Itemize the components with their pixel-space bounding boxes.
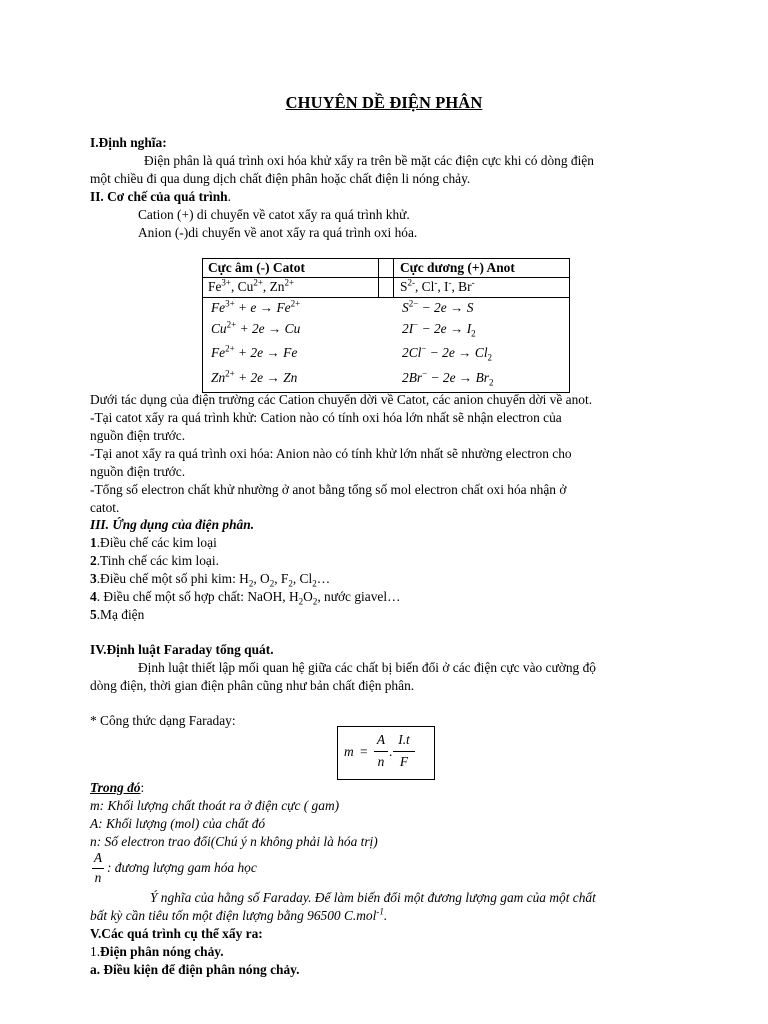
table-divider-2: [393, 259, 394, 297]
faraday-line-2: dòng điện, thời gian điện phân cũng như bản chất điện phân.: [90, 678, 415, 693]
fraction-n: n: [94, 870, 102, 885]
eq-electrons: + 2e: [234, 370, 267, 385]
item-text: , F: [274, 571, 289, 586]
item-number: 4: [90, 589, 97, 604]
formula-dot: .: [389, 744, 393, 759]
application-item-1: [90, 534, 217, 552]
formula-equals: =: [360, 744, 368, 759]
item-number: 3: [90, 571, 97, 586]
section-2-heading-text: II. Cơ chế của quá trình: [90, 189, 228, 204]
item-number: 5: [90, 607, 97, 622]
item-text: . Điều chế một số hợp chất: NaOH, H: [96, 589, 299, 604]
eq-product: Cu: [281, 321, 301, 336]
eq-charge: 2−: [408, 298, 419, 309]
anot-equation-3: [402, 344, 492, 362]
subscript: 2: [248, 578, 254, 589]
item-text: , Cl: [292, 571, 313, 586]
eq-electrons: + 2e: [234, 345, 267, 360]
table-divider-1: [378, 259, 379, 297]
ion-cu: , Cu: [230, 279, 254, 294]
eq-product: Fe: [273, 300, 291, 315]
section-1-heading: I.Định nghĩa:: [90, 135, 167, 150]
electrode-table: [202, 258, 570, 393]
application-item-2: [90, 552, 219, 570]
eq-charge: −: [413, 319, 419, 330]
eq-product: I: [463, 321, 472, 336]
eq-reactant: 2I: [402, 321, 414, 336]
eq-reactant: 2Br: [402, 370, 423, 385]
eq-product: S: [463, 300, 474, 315]
body-line-3: nguồn điện trước.: [90, 428, 186, 443]
ion-charge: 2+: [253, 277, 263, 288]
anion-line: Anion (-)di chuyển về anot xẩy ra quá trình oxi hóa.: [138, 225, 418, 240]
item-text: , nước giavel…: [317, 589, 401, 604]
body-line-1: Dưới tác dụng của điện trường các Cation chuyển dời về Catot, các anion chuyển dời về anot.: [90, 392, 593, 407]
right-arrow-icon: →: [450, 300, 464, 315]
ion-charge: 2+: [284, 277, 295, 288]
meaning-text: bất kỳ cần tiêu tốn một điện lượng bằng 96500 C.mol: [90, 908, 377, 923]
eq-electrons: − 2e: [427, 370, 459, 385]
subsection-title: Điện phân nóng chảy.: [100, 944, 224, 959]
eq-product: Br: [472, 370, 490, 385]
cation-line: Cation (+) di chuyển về catot xẩy ra quá trình khử.: [138, 207, 410, 222]
formula-label: * Công thức dạng Faraday:: [90, 713, 236, 728]
subsection-1: [90, 943, 224, 961]
eq-charge: 2+: [226, 319, 237, 330]
eq-charge: −: [422, 368, 428, 379]
section-4-heading: IV.Định luật Faraday tổng quát.: [90, 642, 274, 657]
body-line-6: -Tổng số electron chất khử nhường ở anot bằng tổng số mol electron chất oxi hóa nhận ở: [90, 482, 567, 497]
eq-subscript: 2: [471, 328, 476, 339]
meaning-period: .: [383, 908, 388, 923]
trong-do-label: [90, 779, 144, 797]
faraday-formula: [337, 726, 435, 780]
item-text: .Tinh chế các kim loại.: [96, 553, 219, 568]
eq-product: Cl: [471, 345, 488, 360]
item-text: .Mạ điện: [96, 607, 145, 622]
subscript: 2: [312, 596, 318, 607]
eq-reactant: S: [402, 300, 409, 315]
eq-electrons: − 2e: [418, 321, 450, 336]
section-5-heading: V.Các quá trình cụ thể xẩy ra:: [90, 926, 263, 941]
eq-electrons: + 2e: [236, 321, 268, 336]
table-header-catot: Cực âm (-) Catot: [208, 260, 305, 275]
ion-fe: Fe: [208, 279, 222, 294]
eq-reactant: Cu: [211, 321, 227, 336]
formula-numerator-it: I.t: [398, 732, 410, 747]
subscript: 2: [312, 578, 317, 589]
eq-charge: 3+: [225, 298, 235, 309]
equivalent-weight-text: : đương lượng gam hóa học: [107, 860, 257, 875]
ion-charge: -: [448, 277, 452, 288]
formula-fraction-bar: [374, 751, 388, 752]
definition-a: A: Khối lượng (mol) của chất đó: [90, 816, 266, 831]
meaning-line-1: Ý nghĩa của hằng số Faraday. Để làm biến đổi một đương lượng gam của một chất: [150, 890, 596, 905]
body-line-2: -Tại catot xẩy ra quá trình khử: Cation nào có tính oxi hóa lớn nhất sẽ nhận electron của: [90, 410, 562, 425]
table-header-anot: Cực dương (+) Anot: [400, 260, 515, 275]
fraction-a: A: [93, 850, 103, 865]
section-2-heading-dot: .: [227, 189, 231, 204]
catot-equation-3: [211, 344, 297, 362]
definition-n: n: Số electron trao đổi(Chú ý n không phải là hóa trị): [90, 834, 378, 849]
subscript: 2: [269, 578, 275, 589]
formula-denominator-f: F: [399, 754, 409, 769]
formula-fraction-bar: [393, 751, 415, 752]
catot-ions: [208, 278, 294, 296]
item-text: .Điều chế một số phi kim: H: [96, 571, 249, 586]
eq-product: Zn: [279, 370, 298, 385]
eq-reactant: Fe: [211, 300, 226, 315]
section-2-heading: [90, 188, 231, 206]
eq-electrons: − 2e: [418, 300, 450, 315]
trong-do-colon: :: [140, 780, 145, 795]
body-line-5: nguồn điện trước.: [90, 464, 186, 479]
anot-equation-2: [402, 320, 476, 338]
trong-do-text: Trong đó: [90, 780, 141, 795]
section-3-heading: III. Ứng dụng của điện phân.: [90, 517, 255, 532]
page-title: CHUYÊN DỀ ĐIỆN PHÂN: [285, 93, 483, 112]
eq-subscript: 2: [489, 377, 494, 388]
item-text: O: [303, 589, 313, 604]
item-number: 1: [90, 535, 97, 550]
definition-line-1: Điện phân là quá trình oxi hóa khử xẩy ra trên bề mặt các điện cực khi có dòng điện: [144, 153, 594, 168]
right-arrow-icon: →: [259, 300, 274, 315]
ion-cl: , Cl: [414, 279, 435, 294]
eq-charge: −: [421, 343, 427, 354]
right-arrow-icon: →: [266, 345, 280, 360]
ion-charge: 3+: [221, 277, 231, 288]
eq-electrons: − 2e: [426, 345, 459, 360]
right-arrow-icon: →: [449, 321, 464, 336]
meaning-line-2: [90, 907, 387, 925]
ion-zn: , Zn: [262, 279, 285, 294]
eq-reactant: Zn: [211, 370, 226, 385]
anot-equation-1: [402, 299, 473, 317]
application-item-3: [90, 570, 330, 588]
subsection-number: 1.: [90, 944, 101, 959]
right-arrow-icon: →: [458, 370, 473, 385]
ion-charge: 2-: [407, 277, 415, 288]
ion-i: , I: [437, 279, 449, 294]
subscript: 2: [288, 578, 293, 589]
eq-product: Fe: [279, 345, 298, 360]
item-text: , O: [253, 571, 270, 586]
catot-equation-1: [211, 299, 300, 317]
faraday-line-1: Định luật thiết lập mối quan hệ giữa các chất bị biến đổi ở các điện cực vào cường độ: [138, 660, 596, 675]
item-text: .Điều chế các kim loại: [96, 535, 217, 550]
definition-m: m: Khối lượng chất thoát ra ở điện cực ( gam): [90, 798, 340, 813]
eq-charge: 2+: [290, 298, 301, 309]
anot-ions: [400, 278, 475, 296]
ion-charge: -: [434, 277, 438, 288]
formula-m: m: [344, 744, 354, 759]
eq-reactant: Fe: [211, 345, 226, 360]
ion-s: S: [400, 279, 408, 294]
body-line-4: -Tại anot xẩy ra quá trình oxi hóa: Anion nào có tính khử lớn nhất sẽ nhường electron cho: [90, 446, 572, 461]
body-line-7: catot.: [90, 500, 120, 515]
eq-reactant: 2Cl: [402, 345, 422, 360]
right-arrow-icon: →: [458, 345, 472, 360]
subsection-a: a. Điều kiện để điện phân nóng chảy.: [90, 962, 300, 977]
ion-charge: -: [471, 277, 475, 288]
formula-numerator-a: A: [376, 732, 386, 747]
ion-br: , Br: [451, 279, 472, 294]
application-item-4: [90, 588, 400, 606]
catot-equation-2: [211, 320, 300, 338]
item-text: …: [316, 571, 331, 586]
catot-equation-4: [211, 369, 297, 387]
subscript: 2: [298, 596, 304, 607]
anot-equation-4: [402, 369, 494, 387]
table-ion-rule: [203, 297, 569, 298]
meaning-exponent: -1: [376, 906, 384, 917]
eq-charge: 2+: [225, 343, 235, 354]
eq-charge: 2+: [225, 368, 235, 379]
right-arrow-icon: →: [266, 370, 280, 385]
application-item-5: [90, 606, 144, 624]
eq-electrons: + e: [234, 300, 260, 315]
item-number: 2: [90, 553, 97, 568]
definition-line-2: một chiều đi qua dung dịch chất điện phân hoặc chất điện li nóng chảy.: [90, 171, 471, 186]
formula-denominator-n: n: [377, 754, 385, 769]
right-arrow-icon: →: [267, 321, 282, 336]
eq-subscript: 2: [487, 352, 493, 363]
